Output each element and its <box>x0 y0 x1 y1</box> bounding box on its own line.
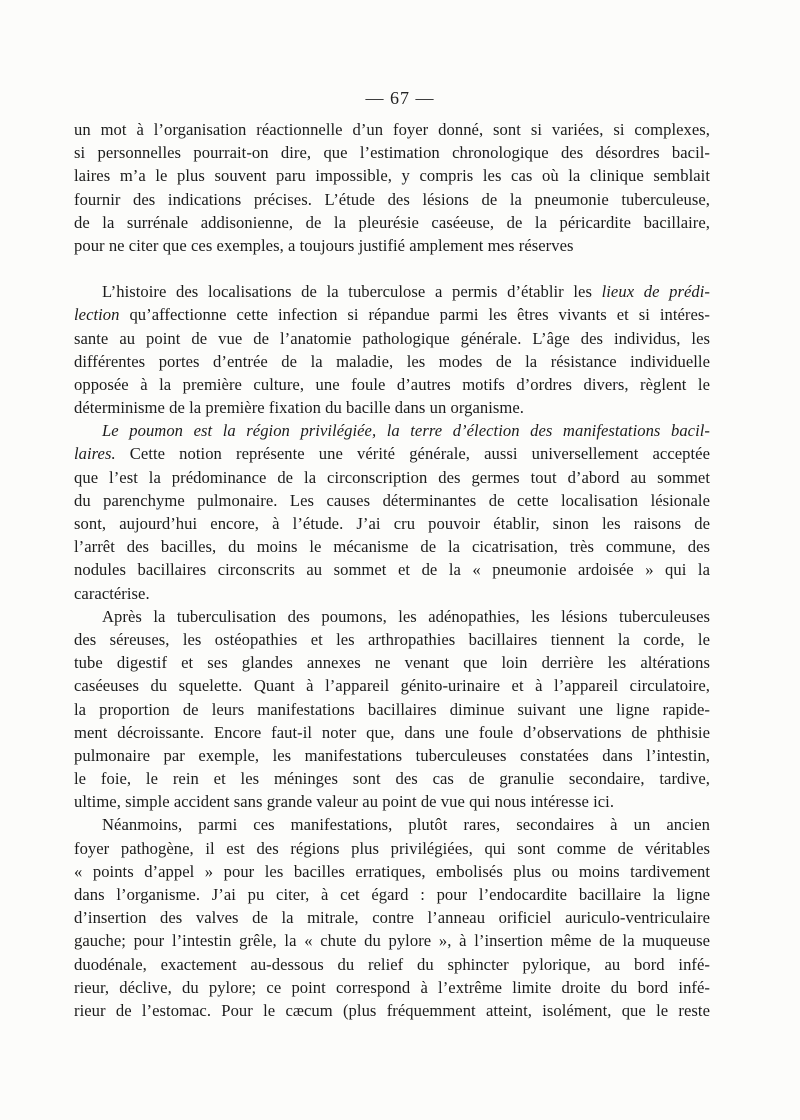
text-line: dans l’organisme. J’ai pu citer, à cet égard : pour l’endocardite bacillaire la ligne <box>74 885 710 904</box>
text-line <box>74 303 710 326</box>
text-line: caractérise. <box>74 583 150 603</box>
text-line: que l’est la prédominance de la circonscription des germes tout d’abord au sommet <box>74 467 710 487</box>
italic-run: lieux de prédi- <box>601 282 710 302</box>
body-text <box>74 118 710 1022</box>
italic-run: laires. <box>74 444 116 464</box>
text-line: d’insertion des valves de la mitrale, contre l’anneau orificiel auriculo-ventriculaire <box>74 908 710 928</box>
text-line: « points d’appel » pour les bacilles erratiques, embolisés plus ou moins tardivement <box>74 861 710 881</box>
text-line: Après la tuberculisation des poumons, les adénopathies, les lésions tuberculeuses <box>102 606 710 626</box>
paragraph <box>74 280 710 419</box>
text-line: nodules bacillaires circonscrits au sommet et de la « pneumonie ardoisée » qui la <box>74 560 710 580</box>
italic-run: lection <box>74 305 120 325</box>
paragraph <box>74 813 710 1022</box>
text-line: opposée à la première culture, une foule d’autres motifs d’ordres divers, règlent le <box>74 374 710 394</box>
text-line: si personnelles pourrait-on dire, que l’estimation chronologique des désordres bacil- <box>74 143 710 163</box>
text-line: un mot à l’organisation réactionnelle d’un foyer donné, sont si variées, si complexes, <box>74 120 710 139</box>
page-number: — 67 — <box>365 88 435 108</box>
text-line <box>74 280 710 303</box>
text-line: rieur de l’estomac. Pour le cæcum (plus fréquemment atteint, isolément, que le reste <box>74 1000 710 1020</box>
text-line: pour ne citer que ces exemples, a toujours justifié amplement mes réserves <box>74 235 574 255</box>
text-line: ment décroissante. Encore faut-il noter que, dans une foule d’observations de phthisie <box>74 722 710 742</box>
text-line: de la surrénale addisonienne, de la pleurésie caséeuse, de la péricardite bacillaire, <box>74 212 710 232</box>
text-line: déterminisme de la première fixation du bacille dans un organisme. <box>74 398 524 418</box>
text-line: pulmonaire par exemple, les manifestations tuberculeuses constatées dans l’intestin, <box>74 745 710 765</box>
text-line: Néanmoins, parmi ces manifestations, plutôt rares, secondaires à un ancien <box>102 815 710 835</box>
text-line: Le poumon est la région privilégiée, la terre d’élection des manifestations bacil- <box>102 421 710 441</box>
text-line: foyer pathogène, il est des régions plus privilégiées, qui sont comme de véritables <box>74 838 710 858</box>
text-line: fournir des indications précises. L’étude des lésions de la pneumonie tuberculeuse, <box>74 189 710 209</box>
text-line: l’arrêt des bacilles, du moins le mécanisme de la cicatrisation, très commune, des <box>74 537 710 557</box>
text-line: sont, aujourd’hui encore, à l’étude. J’ai cru pouvoir établir, sinon les raisons de <box>74 514 710 533</box>
paragraph <box>74 605 710 814</box>
text-line: gauche; pour l’intestin grêle, la « chute du pylore », à l’insertion même de la muqueuse <box>74 931 710 951</box>
text-line: sante au point de vue de l’anatomie pathologique générale. L’âge des individus, les <box>74 328 710 348</box>
text-line: des séreuses, les ostéopathies et les arthropathies bacillaires tiennent la corde, le <box>74 629 710 649</box>
paragraph <box>74 419 710 605</box>
text-line: ultime, simple accident sans grande valeur au point de vue qui nous intéresse ici. <box>74 792 615 812</box>
text-line: du parenchyme pulmonaire. Les causes déterminantes de cette localisation lésionale <box>74 490 710 510</box>
text-line: caséeuses du squelette. Quant à l’appareil génito-urinaire et à l’appareil circulatoire, <box>74 676 710 696</box>
text-run: qu’affectionne cette infection si répandue parmi les êtres vivants et si intéres- <box>119 305 710 325</box>
text-line: laires m’a le plus souvent paru impossible, y compris les cas où la clinique semblait <box>74 166 710 186</box>
text-line: tube digestif et ses glandes annexes ne venant que loin derrière les altérations <box>74 653 710 673</box>
text-line: le foie, le rein et les méninges sont des cas de granulie secondaire, tardive, <box>74 769 710 789</box>
text-line: différentes portes d’entrée de la maladie, les modes de la résistance individuelle <box>74 351 710 371</box>
text-run: L’histoire des localisations de la tuberculose a permis d’établir les <box>102 282 602 302</box>
text-line: rieur, déclive, du pylore; ce point correspond à l’extrême limite droite du bord infé- <box>74 977 710 997</box>
paragraph-gap <box>74 257 710 280</box>
text-line: la proportion de leurs manifestations bacillaires diminue suivant une ligne rapide- <box>74 699 710 719</box>
text-line <box>74 442 710 465</box>
text-run: Cette notion représente une vérité générale, aussi universellement acceptée <box>115 444 710 464</box>
text-line: duodénale, exactement au-dessous du relief du sphincter pylorique, au bord infé- <box>74 954 710 974</box>
paragraph <box>74 118 710 257</box>
